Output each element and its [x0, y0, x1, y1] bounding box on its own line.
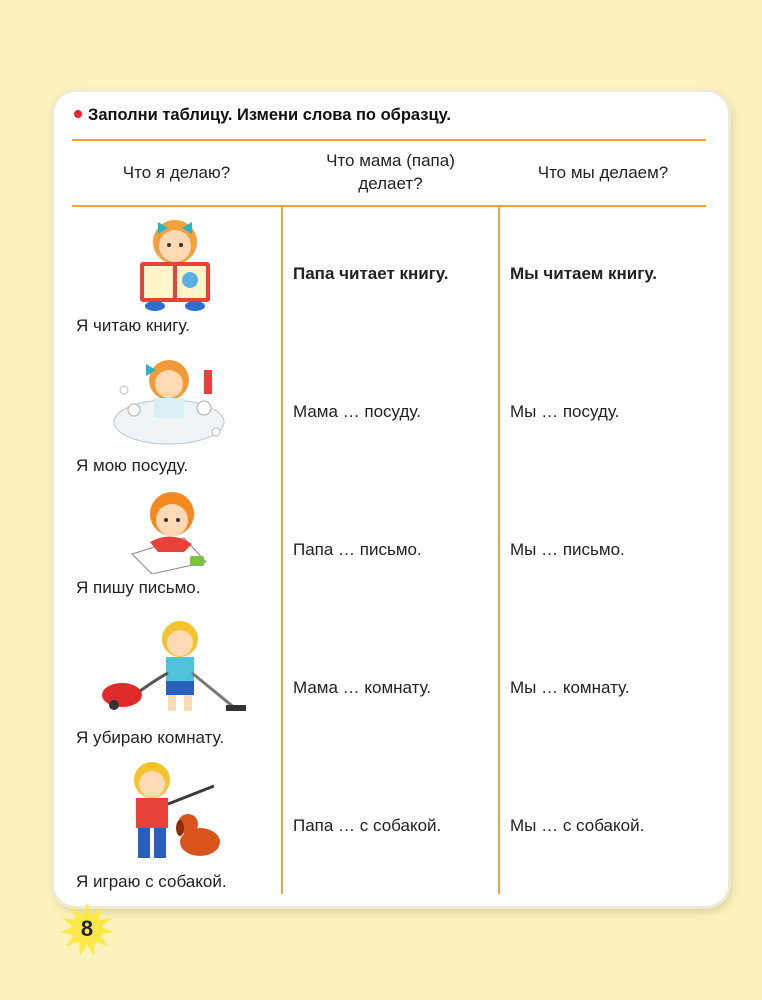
bullet-icon: [74, 110, 82, 118]
row-2-me: Я мою посуду.: [76, 456, 189, 475]
header-what-we-do: Что мы делаем?: [537, 162, 669, 182]
row-3-parent: Папа … письмо.: [293, 540, 422, 559]
row-3-we: Мы … письмо.: [510, 540, 625, 559]
row-3-me: Я пишу письмо.: [76, 578, 201, 597]
boy-vacuuming-picture: [100, 617, 250, 719]
header-what-i-do: Что я делаю?: [122, 162, 231, 182]
row-4-we: Мы … комнату.: [510, 678, 630, 697]
row-4-me: Я убираю комнату.: [76, 728, 225, 747]
header-what-parent-does: [283, 140, 498, 206]
task-instruction: [74, 106, 714, 125]
row-4-parent: Мама … комнату.: [293, 678, 432, 697]
row-2-we: Мы … посуду.: [510, 402, 620, 421]
column-divider-1: [281, 206, 283, 894]
boy-writing-letter-picture: [128, 490, 214, 574]
row-1-parent: Папа читает книгу.: [293, 264, 449, 283]
boy-playing-with-dog-picture: [118, 758, 228, 868]
row-1-me: Я читаю книгу.: [76, 316, 190, 335]
page-number-badge: [60, 902, 114, 956]
row-5-me: Я играю с собакой.: [76, 872, 227, 891]
row-1-we: Мы читаем книгу.: [510, 264, 658, 283]
row-5-parent: Папа … с собакой.: [293, 816, 442, 835]
page-number: 8: [80, 916, 94, 941]
header-what-parent-does-text: Что мама (папа) делает?: [326, 151, 455, 193]
girl-washing-dishes-picture: [104, 350, 234, 450]
column-divider-2: [498, 206, 500, 894]
task-text: Заполни таблицу. Измени слова по образцу.: [88, 106, 451, 124]
row-5-we: Мы … с собакой.: [510, 816, 645, 835]
girl-reading-book-picture: [130, 212, 220, 314]
row-2-parent: Мама … посуду.: [293, 402, 421, 421]
